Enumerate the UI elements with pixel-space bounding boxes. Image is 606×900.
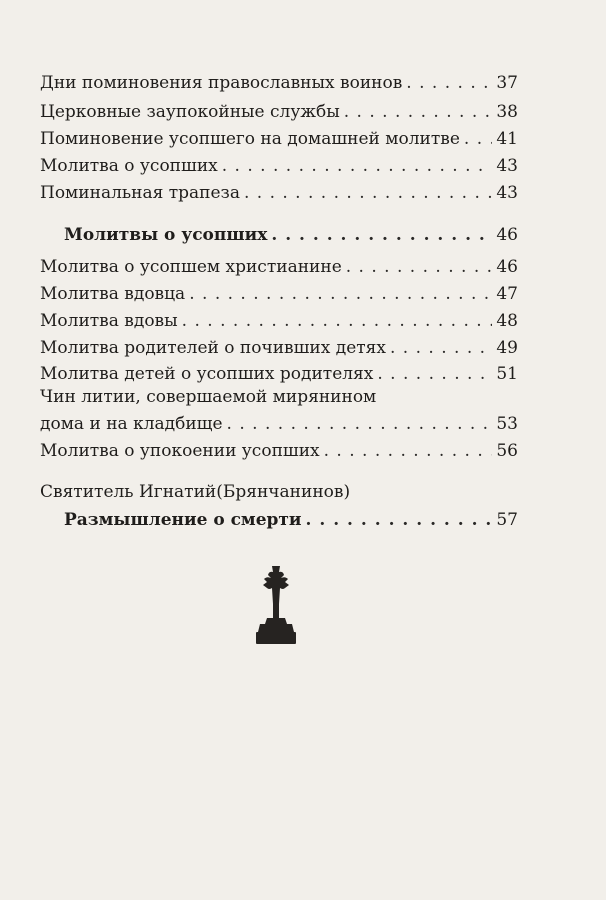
toc-entry-page: 38 [496,102,518,122]
toc-entry-title: Молитва о упокоении усопших [40,441,320,461]
toc-section-title: Размышление о смерти [64,510,302,530]
toc-entry [40,128,518,150]
dot-leader [346,256,493,278]
toc-entry-title: Молитва вдовы [40,311,178,331]
toc-entry-title: Поминовение усопшего на домашней молитве [40,129,460,149]
toc-entry-page: 46 [496,225,518,245]
toc-entry-page: 49 [496,338,518,358]
dot-leader [189,283,492,305]
toc-entry [40,101,518,123]
toc-entry [40,256,518,278]
dot-leader [182,310,493,332]
toc-entry-title: Молитва о усопших [40,156,218,176]
toc-entry-page: 53 [496,414,518,434]
dot-leader [306,509,493,531]
toc-entry [40,363,518,385]
dot-leader [464,128,492,150]
dot-leader [324,440,493,462]
toc-entry-page: 43 [496,156,518,176]
dot-leader [222,155,493,177]
toc-section-heading [64,224,518,246]
toc-entry [40,337,518,359]
dot-leader [271,224,492,246]
toc-entry [40,155,518,177]
toc-entry [40,72,518,94]
dot-leader [344,101,493,123]
toc-entry-page: 41 [496,129,518,149]
toc-entry-page: 37 [496,73,518,93]
cross-ornament-icon [254,566,298,646]
toc-entry-page: 46 [496,257,518,277]
author-name: Святитель Игнатий(Брянчанинов) [40,482,351,502]
toc-entry [40,440,518,462]
toc-entry-title: Молитва родителей о почивших детях [40,338,386,358]
toc-entry-title: Церковные заупокойные службы [40,102,340,122]
toc-entry-title: дома и на кладбище [40,414,223,434]
toc-entry-title: Молитва вдовца [40,284,186,304]
toc-entry [40,283,518,305]
toc-entry-page: 51 [496,364,518,384]
dot-leader [244,182,492,204]
dot-leader [406,72,492,94]
dot-leader [390,337,492,359]
toc-entry [40,182,518,204]
toc-entry-page: 48 [496,311,518,331]
toc-section-heading [64,509,518,531]
toc-entry-page: 47 [496,284,518,304]
toc-entry [40,310,518,332]
toc-section-title: Молитвы о усопших [64,225,268,245]
toc-entry-page: 43 [496,183,518,203]
toc-entry-title: Дни поминовения православных воинов [40,73,403,93]
toc-entry-title-line: Чин литии, совершаемой мирянином [40,387,377,407]
toc-entry-page: 57 [496,510,518,530]
toc-entry [40,413,518,435]
dot-leader [227,413,493,435]
toc-entry-title: Поминальная трапеза [40,183,240,203]
toc-entry-title: Молитва о усопшем христианине [40,257,342,277]
dot-leader [377,363,492,385]
toc-entry-page: 56 [496,441,518,461]
toc-entry-title: Молитва детей о усопших родителях [40,364,374,384]
